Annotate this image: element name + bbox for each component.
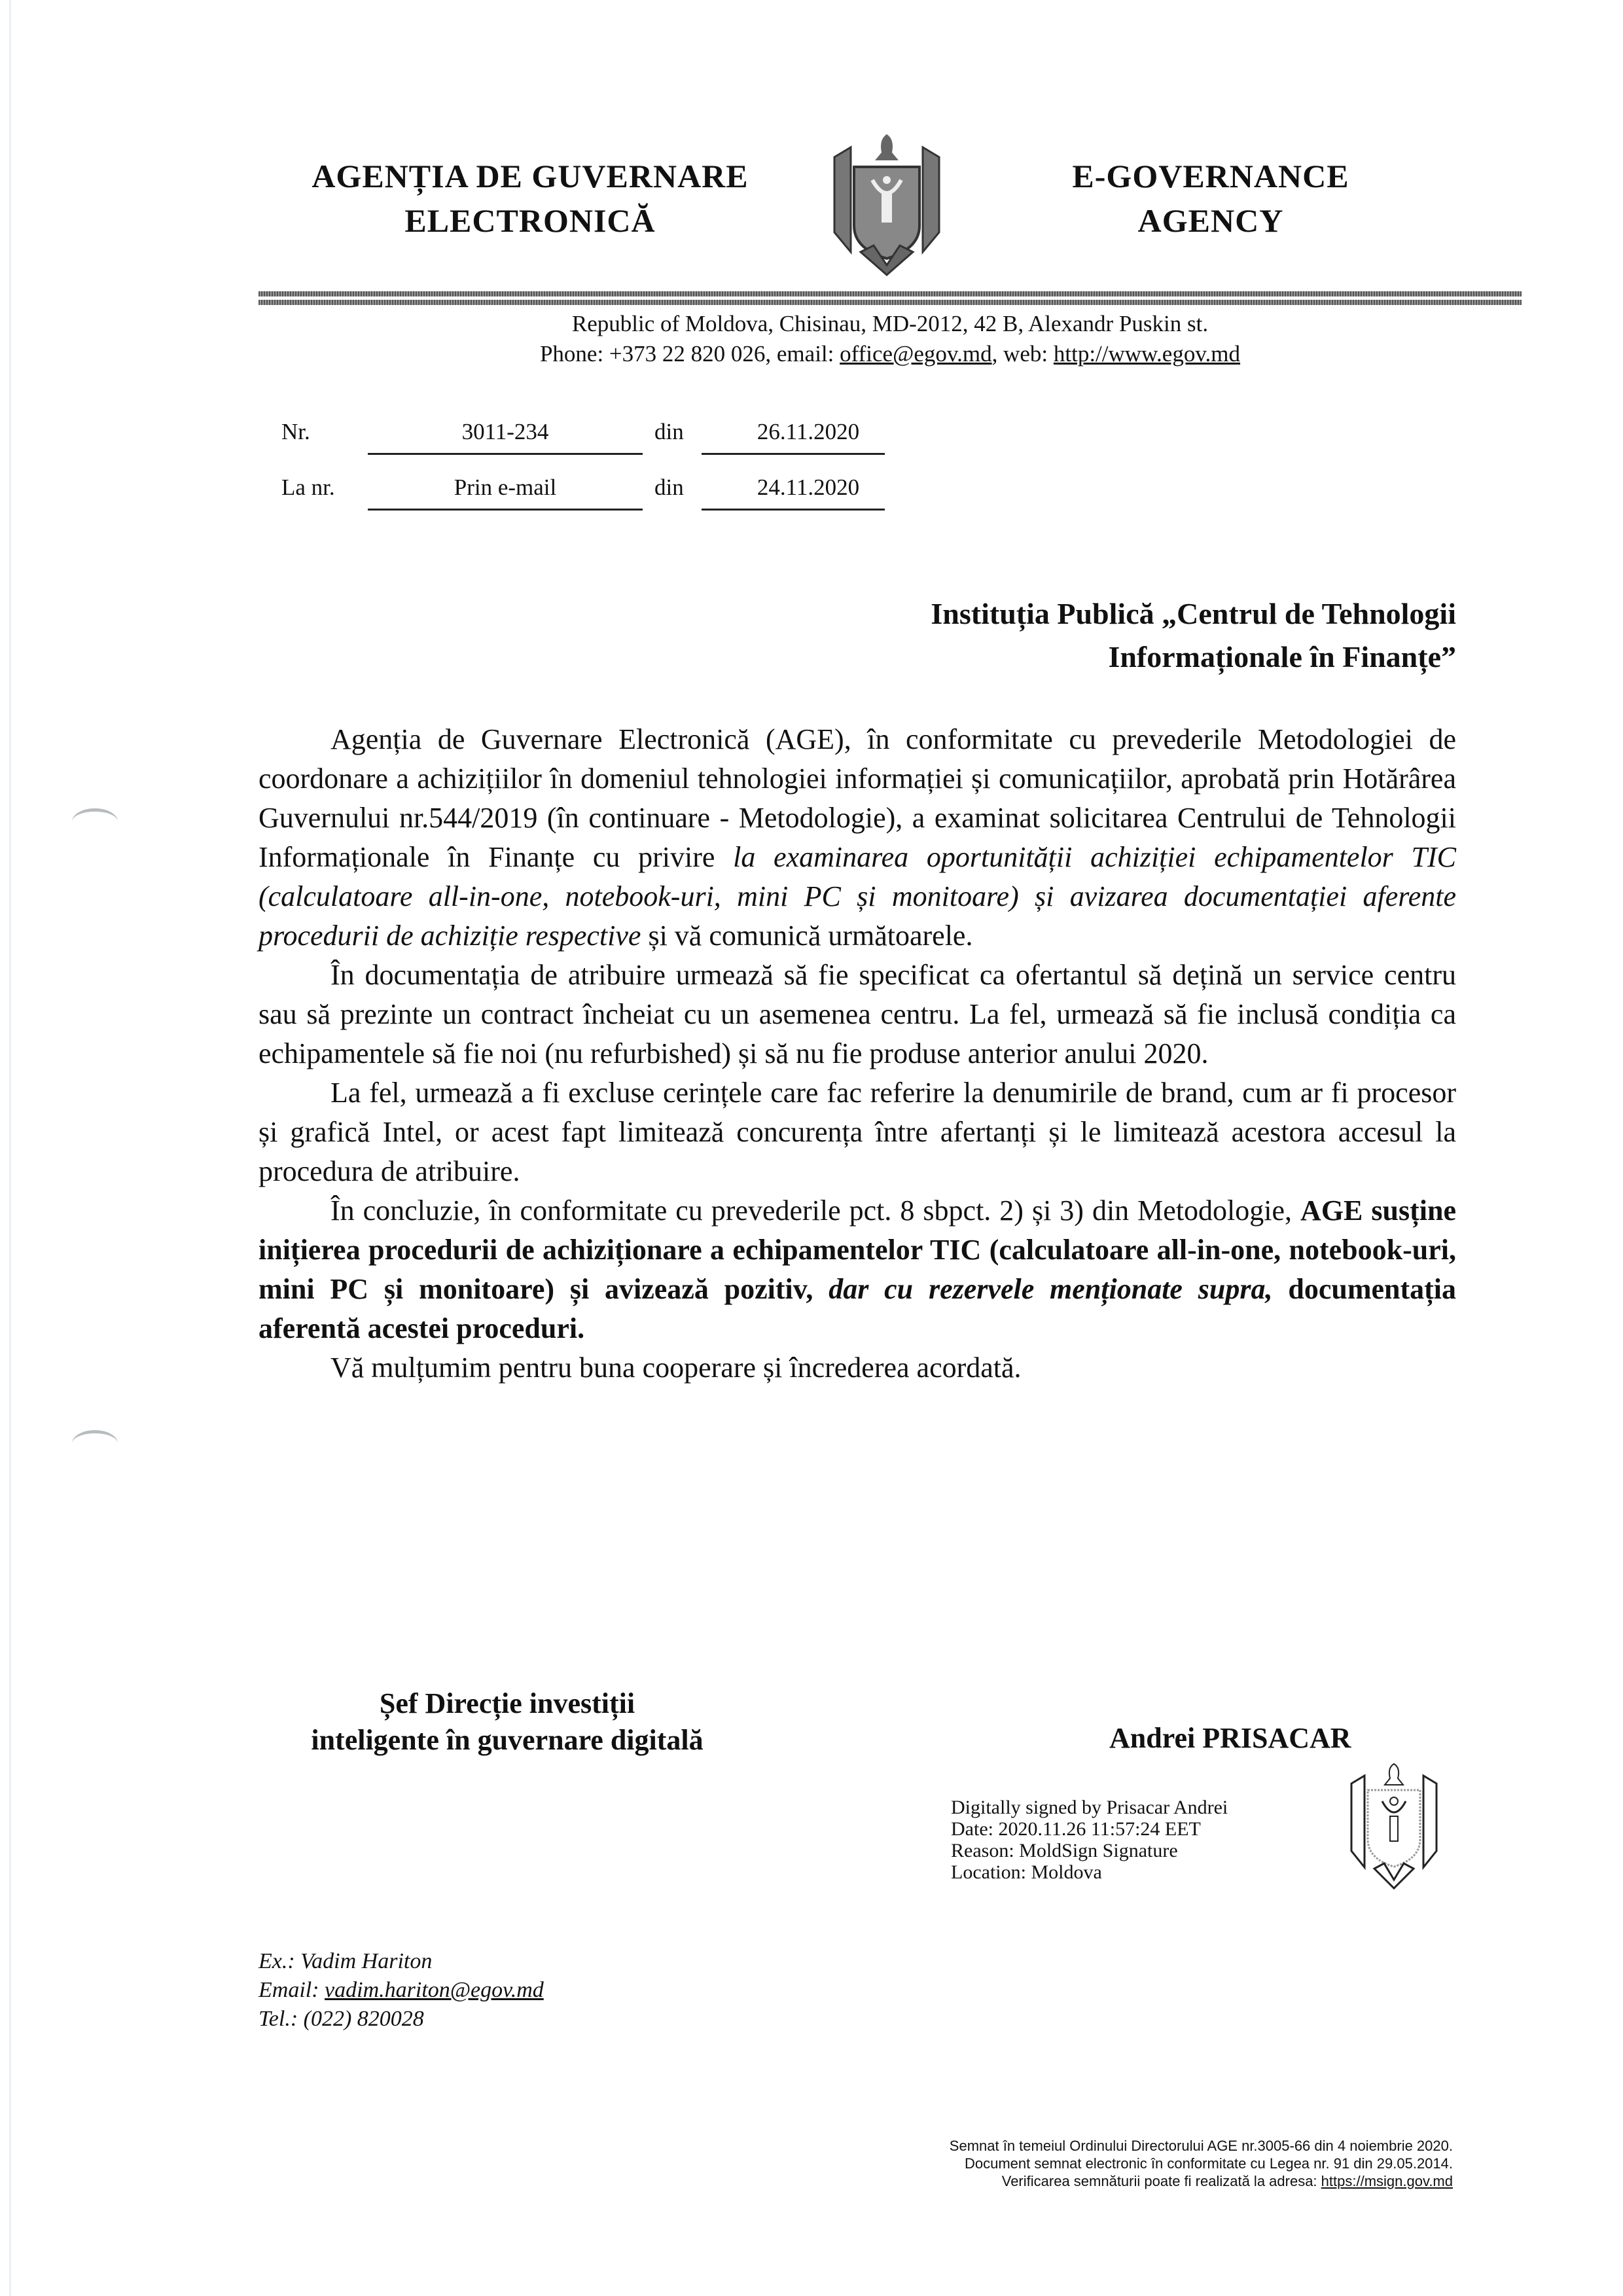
letter-body [259, 720, 1456, 1388]
paragraph-4-bold-italic: dar cu rezervele menționate supra, [829, 1273, 1273, 1305]
scan-margin-line [9, 0, 11, 2296]
executor-name: Ex.: Vadim Hariton [259, 1949, 433, 1973]
la-nr-label: La nr. [281, 475, 335, 500]
paragraph-1-end: și vă comunică următoarele. [641, 920, 973, 952]
outgoing-number-row [281, 419, 870, 458]
signature-reason: Reason: MoldSign Signature [951, 1840, 1178, 1861]
recipient-line1: Instituția Publică „Centrul de Tehnologii [931, 597, 1456, 630]
executor-email-row [259, 1976, 544, 2005]
din-label: din [654, 475, 684, 500]
agency-contact-block [259, 309, 1522, 369]
la-nr-date-underline [702, 509, 885, 511]
phone-email-label: Phone: +373 22 820 026, email: [539, 341, 840, 367]
recipient-block [931, 592, 1456, 679]
signer-position-line2: inteligente în guvernare digitală [311, 1724, 704, 1756]
nr-date-underline [702, 453, 885, 455]
executor-email-link[interactable]: vadim.hariton@egov.md [325, 1978, 544, 2002]
paragraph-4 [259, 1191, 1456, 1348]
agency-name-ro-line1: AGENȚIA DE GUVERNARE [312, 158, 749, 194]
agency-contacts [259, 339, 1522, 369]
paragraph-1-italic: la examinarea oportunității achiziției echipamentelor TIC (calculatoare all-in-one, notebook-uri, mini PC și monitoare) și avizarea documentației aferente procedurii de achiziție respective [259, 841, 1456, 952]
punch-hole-mark [72, 1430, 118, 1457]
agency-email-link[interactable]: office@egov.md [840, 341, 992, 367]
agency-name-en [1021, 154, 1400, 243]
digital-signature-info [951, 1797, 1228, 1883]
signer-position-line1: Șef Direcție investiții [379, 1687, 635, 1719]
msign-verify-link[interactable]: https://msign.gov.md [1321, 2173, 1453, 2189]
paragraph-1 [259, 720, 1456, 956]
agency-name-en-line1: E-GOVERNANCE [1072, 158, 1349, 194]
nr-label: Nr. [281, 419, 310, 444]
agency-name-ro [275, 154, 785, 243]
paragraph-4-text: În concluzie, în conformitate cu prevederile pct. 8 sbpct. 2) și 3) din Metodologie, [330, 1194, 1301, 1227]
footer-line2: Document semnat electronic în conformitate cu Legea nr. 91 din 29.05.2014. [964, 2155, 1453, 2172]
paragraph-3: La fel, urmează a fi excluse cerințele care fac referire la denumirile de brand, cum ar fi procesor și grafică Intel, or acest fapt limitează concurența între afertanți și le limitează acestora accesul la procedura de atribuire. [259, 1077, 1456, 1187]
executor-email-label: Email: [259, 1978, 325, 2002]
la-nr-date: 24.11.2020 [757, 475, 860, 500]
agency-address: Republic of Moldova, Chisinau, MD-2012, 42 B, Alexandr Puskin st. [571, 311, 1209, 336]
nr-underline [368, 453, 643, 455]
moldova-coat-of-arms-icon [821, 128, 952, 278]
paragraph-5: Vă mulțumim pentru buna cooperare și încrederea acordată. [330, 1352, 1022, 1384]
la-nr-underline [368, 509, 643, 511]
nr-date: 26.11.2020 [757, 419, 860, 444]
signer-name: Andrei PRISACAR [1109, 1722, 1351, 1754]
paragraph-1-text: Agenția de Guvernare Electronică (AGE), în conformitate cu prevederile Metodologiei de coordonare a achizițiilor în domeniul tehnologiei informației și comunicațiilor, aprobată prin Hotărârea Guvernului nr.544/2019 (în continuare - Metodologie), a examinat solicitarea Centrului de Tehnologii Informaționale în Finanțe cu privire [259, 723, 1456, 873]
executor-phone: Tel.: (022) 820028 [259, 2007, 424, 2031]
paragraph-2: În documentația de atribuire urmează să fie specificat ca ofertantul să dețină un service centru sau să prezinte un contract încheiat cu un asemenea centru. La fel, urmează să fie inclusă condiția ca echipamentele să fie noi (nu refurbished) și să nu fie produse anterior anului 2020. [259, 959, 1456, 1069]
web-label: , web: [991, 341, 1054, 367]
punch-hole-mark [72, 808, 118, 835]
recipient-line2: Informaționale în Finanțe” [1108, 640, 1456, 673]
agency-web-link[interactable]: http://www.egov.md [1053, 341, 1241, 367]
signature-date: Date: 2020.11.26 11:57:24 EET [951, 1818, 1201, 1840]
agency-name-en-line2: AGENCY [1137, 202, 1284, 239]
nr-value: 3011-234 [461, 419, 549, 444]
executor-block [259, 1947, 544, 2034]
paragraph-4-bold: AGE susține inițierea procedurii de achiziționare a echipamentelor TIC (calculatoare all-in-one, notebook-uri, mini PC și monitoare) și avizează pozitiv, [259, 1194, 1456, 1305]
footer-verify-label: Verificarea semnăturii poate fi realizată la adresa: [1001, 2173, 1321, 2189]
header-divider [259, 300, 1522, 305]
header-divider [259, 291, 1522, 296]
incoming-number-row [281, 475, 870, 514]
agency-name-ro-line2: ELECTRONICĂ [404, 202, 656, 239]
signature-location: Location: Moldova [951, 1861, 1102, 1883]
signer-position [259, 1685, 756, 1759]
footer-line3 [950, 2172, 1453, 2190]
paragraph-4-bold-end: documentația aferentă acestei proceduri. [259, 1273, 1457, 1344]
signed-by: Digitally signed by Prisacar Andrei [951, 1797, 1228, 1818]
din-label: din [654, 419, 684, 444]
legal-footer [950, 2137, 1453, 2190]
signature-seal-icon [1342, 1761, 1446, 1892]
footer-line1: Semnat în temeiul Ordinului Directorului AGE nr.3005-66 din 4 noiembrie 2020. [949, 2138, 1453, 2154]
la-nr-value: Prin e-mail [454, 475, 557, 500]
